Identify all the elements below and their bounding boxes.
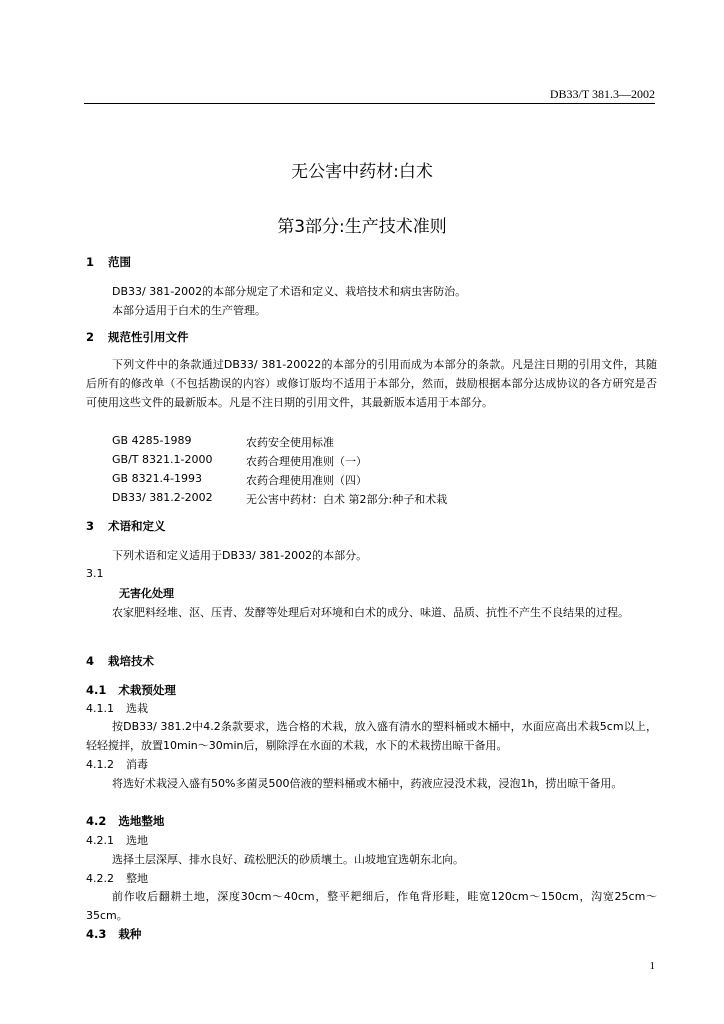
subsection-4-2-2-paragraph: 前作收后翻耕土地，深度30cm～40cm，整平耙细后，作龟背形畦，畦宽120cm～150cm，沟宽25cm～35cm。	[86, 890, 657, 922]
section-2-paragraph: 下列文件中的条款通过DB33/ 381-20022的本部分的引用而成为本部分的条款。凡是注日期的引用文件，其随后所有的修改单（不包括勘误的内容）或修订版均不适用于本部分，然而，鼓励根据本部分达成协议的各方研究是否可使用这些文件的最新版本。凡是不注日期的引用文件，其最新版本适用于本部分。	[86, 358, 657, 409]
section-title: 范围	[108, 255, 132, 269]
section-title: 选栽	[126, 702, 148, 715]
section-number: 4.2.1	[86, 834, 114, 847]
section-title: 栽种	[118, 927, 142, 941]
reference-code: DB33/ 381.2-2002	[112, 491, 213, 504]
subsection-4-3-heading	[86, 926, 141, 942]
term-definition: 农家肥料经堆、沤、压青、发酵等处理后对环境和白术的成分、味道、品质、抗性不产生不良结果的过程。	[112, 606, 629, 619]
reference-title: 农药安全使用标准	[246, 436, 334, 449]
section-title: 选地整地	[118, 814, 165, 828]
section-3-heading	[86, 518, 166, 534]
section-number: 4.2.2	[86, 872, 114, 885]
subsection-4-2-heading	[86, 813, 164, 829]
reference-code: GB 4285-1989	[112, 434, 192, 447]
reference-code: GB 8321.4-1993	[112, 472, 203, 485]
section-title: 规范性引用文件	[108, 330, 189, 344]
subsection-4-1-2-heading	[86, 756, 148, 772]
section-number: 4.1.2	[86, 758, 114, 771]
section-1-heading	[86, 254, 131, 270]
subsection-3-1-number: 3.1	[86, 567, 104, 580]
section-number: 2	[86, 330, 95, 344]
term-name: 无害化处理	[119, 587, 174, 600]
section-title: 消毒	[126, 758, 148, 771]
section-4-heading	[86, 653, 154, 669]
document-title: 无公害中药材:白术	[291, 162, 433, 182]
section-2-heading	[86, 329, 189, 345]
section-title: 术栽预处理	[118, 683, 176, 697]
subsection-4-2-1-paragraph: 选择土层深厚、排水良好、疏松肥沃的砂质壤土。山坡地宜选朝东北向。	[112, 853, 464, 866]
section-1-para-1: DB33/ 381-2002的本部分规定了术语和定义、栽培技术和病虫害防治。	[112, 285, 467, 298]
section-title: 栽培技术	[108, 654, 155, 668]
subsection-4-1-1-heading	[86, 700, 148, 716]
section-title: 选地	[126, 834, 148, 847]
section-number: 3	[86, 519, 95, 533]
reference-title: 农药合理使用准则（一）	[246, 455, 367, 468]
section-1-para-2: 本部分适用于白术的生产管理。	[112, 304, 266, 317]
reference-title: 无公害中药材：白术 第2部分:种子和术栽	[246, 493, 448, 506]
page-number: 1	[649, 960, 655, 972]
subsection-4-2-1-heading	[86, 832, 148, 848]
reference-code: GB/T 8321.1-2000	[112, 453, 213, 466]
section-number: 4.2	[86, 814, 107, 828]
subsection-4-1-heading	[86, 682, 176, 698]
section-number: 4.1	[86, 683, 107, 697]
document-subtitle: 第3部分:生产技术准则	[277, 217, 447, 237]
subsection-4-1-1-paragraph: 按DB33/ 381.2中4.2条款要求，选合格的术栽，放入盛有清水的塑料桶或木桶中，水面应高出术栽5cm以上，轻轻搅拌，放置10min～30min后，剔除浮在水面的术栽，水下的术栽捞出晾干备用。	[86, 720, 657, 752]
header-rule	[84, 103, 655, 104]
subsection-4-1-2-paragraph: 将选好术栽浸入盛有50%多菌灵500倍液的塑料桶或木桶中，药液应浸没术栽，浸泡1h，捞出晾干备用。	[112, 777, 623, 790]
section-number: 4.3	[86, 927, 107, 941]
section-3-para: 下列术语和定义适用于DB33/ 381-2002的本部分。	[112, 549, 368, 562]
subsection-4-2-2-heading	[86, 870, 148, 886]
section-title: 术语和定义	[108, 519, 166, 533]
section-title: 整地	[126, 872, 148, 885]
section-number: 1	[86, 255, 95, 269]
section-number: 4.1.1	[86, 702, 114, 715]
section-number: 4	[86, 654, 95, 668]
reference-title: 农药合理使用准则（四）	[246, 474, 367, 487]
document-code: DB33/T 381.3—2002	[549, 87, 655, 101]
